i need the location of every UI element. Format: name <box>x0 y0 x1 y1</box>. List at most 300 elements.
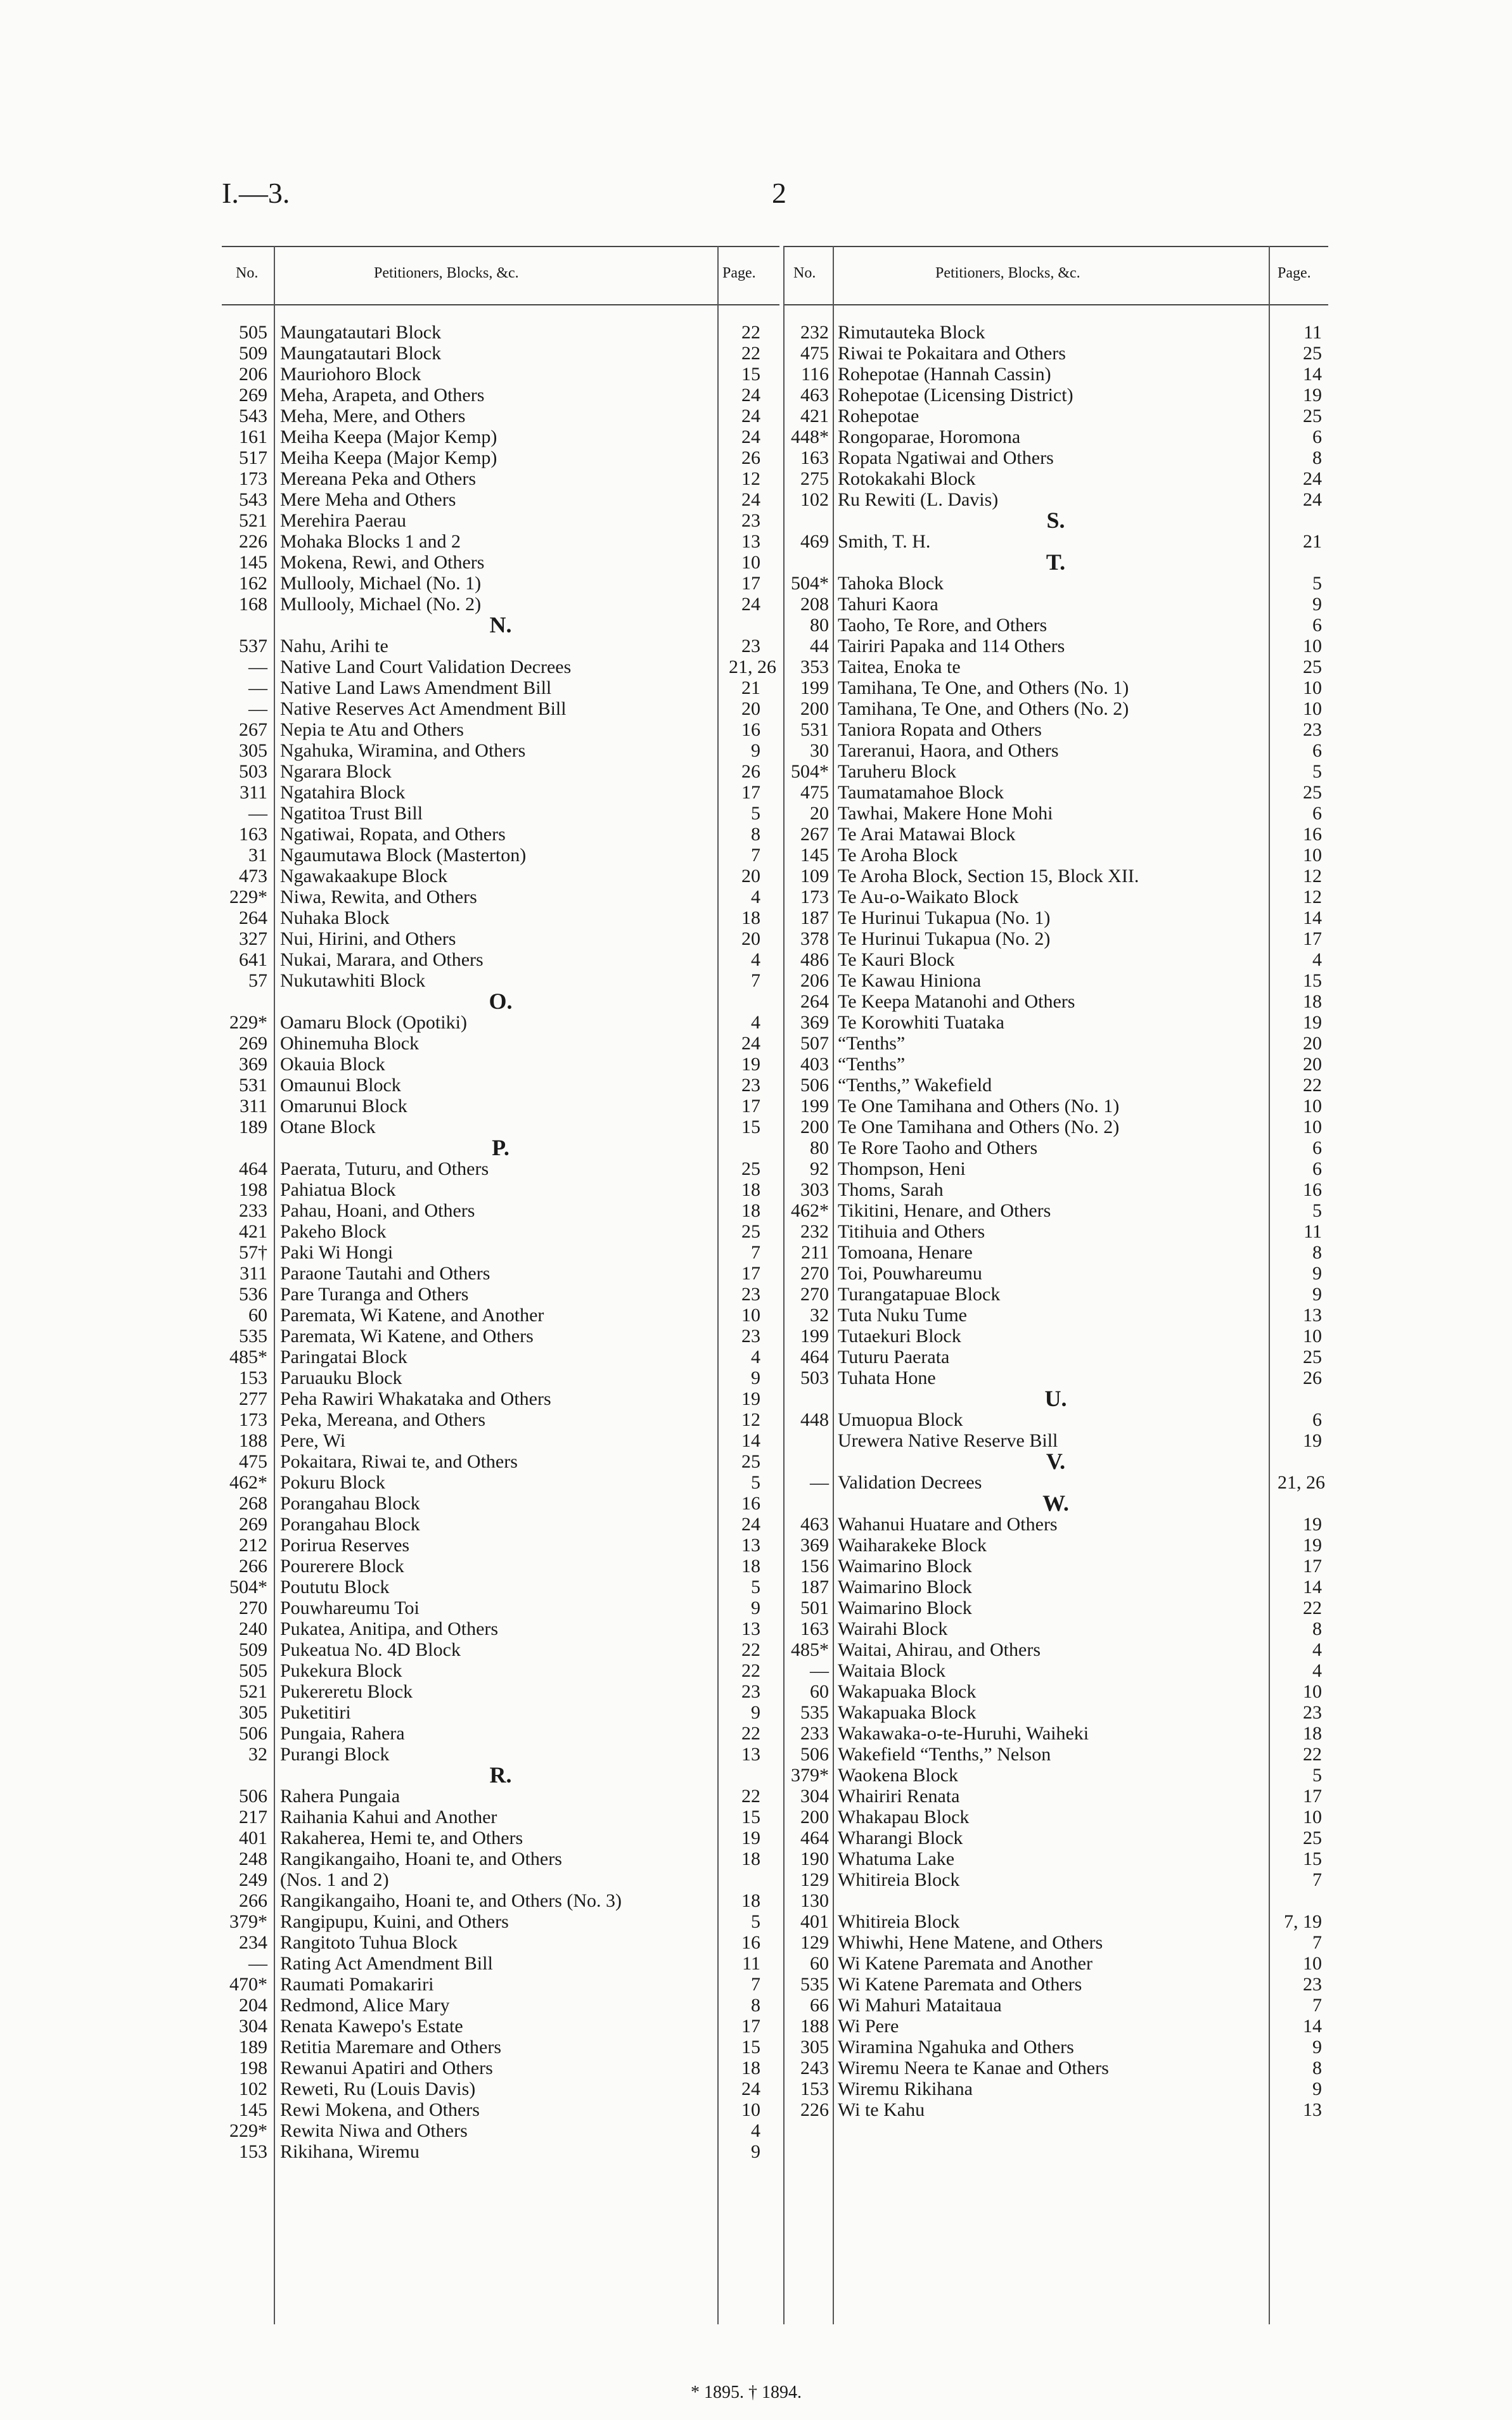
entry-title: Ngawakaakupe Block <box>280 866 448 887</box>
entry-number: 275 <box>800 468 829 489</box>
entry-number: 189 <box>239 1117 267 1137</box>
index-entry <box>222 1472 779 1493</box>
entry-number: 66 <box>810 1995 829 2016</box>
column-title-label: Petitioners, Blocks, &c. <box>935 265 1080 281</box>
entry-page: 26 <box>741 761 760 782</box>
index-entry <box>222 740 779 761</box>
entry-title: Ropata Ngatiwai and Others <box>838 447 1054 468</box>
entry-title: Te Keepa Matanohi and Others <box>838 991 1075 1012</box>
index-entry <box>222 1869 779 1890</box>
entry-page: 23 <box>741 636 760 656</box>
entry-page: 23 <box>741 1681 760 1702</box>
section-letter: O. <box>489 989 513 1014</box>
entry-number: 20 <box>810 803 829 824</box>
index-entry <box>783 1096 1328 1117</box>
index-entry <box>222 803 779 824</box>
entry-number: 173 <box>239 1409 267 1430</box>
index-entry <box>222 824 779 845</box>
entry-number: 369 <box>239 1054 267 1075</box>
entry-page: 15 <box>1303 1848 1322 1869</box>
entry-title: Thoms, Sarah <box>838 1179 944 1200</box>
entry-title: Waimarino Block <box>838 1577 972 1597</box>
entry-title: Te One Tamihana and Others (No. 2) <box>838 1117 1120 1137</box>
entry-title: Mokena, Rewi, and Others <box>280 552 485 573</box>
entry-title: Whakapau Block <box>838 1807 970 1828</box>
entry-title: Ngatiwai, Ropata, and Others <box>280 824 506 845</box>
column-title-label: Petitioners, Blocks, &c. <box>374 265 519 281</box>
entry-page: 4 <box>751 1012 760 1033</box>
entry-page: 20 <box>741 698 760 719</box>
entry-page: 16 <box>741 1932 760 1953</box>
index-entry <box>783 1033 1328 1054</box>
index-entry <box>783 845 1328 866</box>
entry-number: 212 <box>239 1535 267 1556</box>
entry-title: Nepia te Atu and Others <box>280 719 464 740</box>
entry-number: 267 <box>239 719 267 740</box>
entry-title: Ngarara Block <box>280 761 392 782</box>
entry-page: 19 <box>1303 385 1322 406</box>
entry-page: 9 <box>751 740 760 761</box>
entry-title: Rohepotae <box>838 406 919 426</box>
entry-number: 60 <box>248 1305 267 1326</box>
entry-title: Okauia Block <box>280 1054 385 1075</box>
entry-title: Tomoana, Henare <box>838 1242 973 1263</box>
section-letter: S. <box>1046 508 1065 533</box>
index-entry <box>783 782 1328 803</box>
index-entry <box>783 1158 1328 1179</box>
entry-title: Tuturu Paerata <box>838 1347 950 1367</box>
entry-title: Nui, Hirini, and Others <box>280 928 456 949</box>
entry-page: 13 <box>1303 2099 1322 2120</box>
entry-number: 421 <box>800 406 829 426</box>
index-entry <box>783 1075 1328 1096</box>
entry-number: 153 <box>239 1367 267 1388</box>
entry-number: 311 <box>240 782 267 803</box>
column-page-label: Page. <box>1278 265 1311 281</box>
entry-number: 206 <box>239 364 267 385</box>
entry-title: Ngatahira Block <box>280 782 406 803</box>
entry-page: 25 <box>1303 1347 1322 1367</box>
entry-number: 57 <box>248 970 267 991</box>
entry-title: Rating Act Amendment Bill <box>280 1953 493 1974</box>
index-entry <box>222 1096 779 1117</box>
entry-number: 475 <box>800 782 829 803</box>
index-entry <box>222 1367 779 1388</box>
entry-title: “Tenths” <box>838 1033 906 1054</box>
entry-page: 20 <box>1303 1054 1322 1075</box>
entry-title: Maungatautari Block <box>280 343 442 364</box>
entry-number: 448 <box>800 1409 829 1430</box>
index-entry <box>783 1953 1328 1974</box>
entry-number: 80 <box>810 615 829 636</box>
entry-title: Pukeatua No. 4D Block <box>280 1639 461 1660</box>
entry-page: 10 <box>1303 1117 1322 1137</box>
index-entry <box>783 677 1328 698</box>
section-letter: R. <box>489 1762 512 1788</box>
entry-page: 9 <box>751 1702 760 1723</box>
entry-number: — <box>248 698 267 719</box>
entry-number: 211 <box>801 1242 829 1263</box>
entry-page: 25 <box>1303 656 1322 677</box>
entry-number: 269 <box>239 1514 267 1535</box>
entry-page: 8 <box>1312 447 1322 468</box>
entry-number: 206 <box>800 970 829 991</box>
entry-number: 543 <box>239 406 267 426</box>
entry-number: 464 <box>239 1158 267 1179</box>
entry-page: 14 <box>1303 1577 1322 1597</box>
index-entry <box>783 636 1328 656</box>
entry-page: 19 <box>1303 1012 1322 1033</box>
index-entry <box>783 2099 1328 2120</box>
entry-page: 7 <box>751 1242 760 1263</box>
entry-number: 248 <box>239 1848 267 1869</box>
entry-number: 506 <box>800 1075 829 1096</box>
entry-page: 19 <box>741 1388 760 1409</box>
entry-page: 19 <box>741 1054 760 1075</box>
entry-page: 8 <box>1312 2058 1322 2078</box>
section-letter: W. <box>1042 1490 1069 1516</box>
entry-page: 16 <box>741 719 760 740</box>
index-entry <box>222 1305 779 1326</box>
entry-title: Te Aroha Block, Section 15, Block XII. <box>838 866 1139 887</box>
entry-number: 462* <box>229 1472 267 1493</box>
entry-title: Thompson, Heni <box>838 1158 966 1179</box>
entry-title: Omarunui Block <box>280 1096 407 1117</box>
entry-title: Rangitoto Tuhua Block <box>280 1932 458 1953</box>
entry-title: Whitireia Block <box>838 1911 960 1932</box>
entry-title: Tahoka Block <box>838 573 944 594</box>
entry-page: 9 <box>1312 594 1322 615</box>
entry-number: 486 <box>800 949 829 970</box>
entry-page: 7 <box>1312 1932 1322 1953</box>
entry-number: 163 <box>800 1618 829 1639</box>
entry-number: 31 <box>248 845 267 866</box>
entry-number: 269 <box>239 385 267 406</box>
entry-number: 226 <box>239 531 267 552</box>
entry-page: 6 <box>1312 615 1322 636</box>
entry-number: 116 <box>801 364 829 385</box>
entry-title: Maungatautari Block <box>280 322 442 343</box>
entry-number: 369 <box>800 1535 829 1556</box>
entry-title: “Tenths,” Wakefield <box>838 1075 992 1096</box>
entry-title: Waitai, Ahirau, and Others <box>838 1639 1041 1660</box>
entry-title: Rewita Niwa and Others <box>280 2120 468 2141</box>
entry-title: Tuhata Hone <box>838 1367 936 1388</box>
entry-title: Tutaekuri Block <box>838 1326 961 1347</box>
entry-number: 57† <box>239 1242 267 1263</box>
entry-number: 200 <box>800 1117 829 1137</box>
entry-number: 168 <box>239 594 267 615</box>
entry-title: Rangikangaiho, Hoani te, and Others <box>280 1848 562 1869</box>
entry-page: 4 <box>751 887 760 907</box>
index-entry <box>783 2058 1328 2078</box>
entry-number: 199 <box>800 1326 829 1347</box>
index-entry <box>222 2016 779 2037</box>
index-entry <box>222 1493 779 1514</box>
entry-number: 102 <box>800 489 829 510</box>
entry-number: 305 <box>239 1702 267 1723</box>
index-entry <box>222 1681 779 1702</box>
entry-page: 25 <box>1303 782 1322 803</box>
entry-title: Riwai te Pokaitara and Others <box>838 343 1066 364</box>
index-entry <box>783 1347 1328 1367</box>
entry-title: Redmond, Alice Mary <box>280 1995 450 2016</box>
entry-page: 7, 19 <box>1284 1911 1322 1932</box>
index-entry <box>783 322 1328 343</box>
entry-number: 421 <box>239 1221 267 1242</box>
entry-page: 11 <box>1304 1221 1322 1242</box>
entry-title: Titihuia and Others <box>838 1221 985 1242</box>
entry-page: 10 <box>1303 698 1322 719</box>
entry-number: 199 <box>800 1096 829 1117</box>
entry-number: 234 <box>239 1932 267 1953</box>
column-no-label: No. <box>236 265 259 281</box>
entry-title: Poututu Block <box>280 1577 390 1597</box>
entry-number: 173 <box>800 887 829 907</box>
index-entry <box>222 2099 779 2120</box>
index-entry <box>783 2016 1328 2037</box>
entry-page: 15 <box>741 364 760 385</box>
entry-title: Peka, Mereana, and Others <box>280 1409 486 1430</box>
entry-number: 189 <box>239 2037 267 2058</box>
entry-number: 536 <box>239 1284 267 1305</box>
entry-page: 4 <box>1312 949 1322 970</box>
entry-page: 22 <box>741 322 760 343</box>
entry-page: 18 <box>741 1848 760 1869</box>
entry-title: Niwa, Rewita, and Others <box>280 887 477 907</box>
index-entry <box>783 468 1328 489</box>
entry-page: 14 <box>1303 364 1322 385</box>
entry-title: Rakaherea, Hemi te, and Others <box>280 1828 523 1848</box>
index-entry <box>222 907 779 928</box>
entry-page: 18 <box>741 1179 760 1200</box>
index-entry <box>222 866 779 887</box>
entry-page: 16 <box>1303 824 1322 845</box>
entry-page: 14 <box>741 1430 760 1451</box>
index-entry <box>783 1263 1328 1284</box>
entry-number: — <box>248 1953 267 1974</box>
index-entry <box>783 1200 1328 1221</box>
entry-title: Taoho, Te Rore, and Others <box>838 615 1048 636</box>
entry-page: 4 <box>751 2120 760 2141</box>
entry-page: 8 <box>1312 1242 1322 1263</box>
entry-page: 5 <box>751 803 760 824</box>
entry-number: 507 <box>800 1033 829 1054</box>
entry-title: Tairiri Papaka and 114 Others <box>838 636 1065 656</box>
entry-title: Rohepotae (Licensing District) <box>838 385 1073 406</box>
entry-page: 18 <box>741 1200 760 1221</box>
entry-page: 7 <box>751 970 760 991</box>
entry-number: 102 <box>239 2078 267 2099</box>
entry-number: 266 <box>239 1890 267 1911</box>
index-entry <box>783 949 1328 970</box>
entry-page: 6 <box>1312 803 1322 824</box>
entry-page: 4 <box>751 949 760 970</box>
index-entry <box>783 385 1328 406</box>
entry-page: 10 <box>1303 845 1322 866</box>
entry-number: 504* <box>791 573 829 594</box>
entry-page: 11 <box>742 1953 760 1974</box>
entry-page: 20 <box>741 866 760 887</box>
entry-page: 18 <box>741 907 760 928</box>
index-entry <box>783 1326 1328 1347</box>
index-entry <box>222 426 779 447</box>
index-entry <box>222 1890 779 1911</box>
section-letter: U. <box>1044 1386 1067 1411</box>
index-entry <box>222 698 779 719</box>
entry-page: 8 <box>751 1995 760 2016</box>
entry-title: Whairiri Renata <box>838 1786 960 1807</box>
index-entry <box>222 656 779 677</box>
index-entry <box>222 636 779 656</box>
entry-page: 17 <box>741 2016 760 2037</box>
index-entry <box>783 1974 1328 1995</box>
entry-page: 10 <box>1303 636 1322 656</box>
entry-page: 15 <box>741 1117 760 1137</box>
entry-number: 473 <box>239 866 267 887</box>
entry-title: Ngatitoa Trust Bill <box>280 803 423 824</box>
index-entry <box>222 2078 779 2099</box>
index-entry <box>222 949 779 970</box>
entry-number: 264 <box>800 991 829 1012</box>
index-entry <box>783 1744 1328 1765</box>
entry-title: Wiramina Ngahuka and Others <box>838 2037 1074 2058</box>
entry-title: Wakapuaka Block <box>838 1681 977 1702</box>
entry-number: 503 <box>800 1367 829 1388</box>
entry-number: 270 <box>800 1284 829 1305</box>
entry-title: “Tenths” <box>838 1054 906 1075</box>
entry-number: 448* <box>791 426 829 447</box>
entry-page: 24 <box>741 1514 760 1535</box>
entry-number: — <box>248 656 267 677</box>
index-entry <box>783 1807 1328 1828</box>
entry-number: 463 <box>800 385 829 406</box>
index-entry <box>783 1786 1328 1807</box>
entry-number: 80 <box>810 1137 829 1158</box>
index-entry <box>783 824 1328 845</box>
index-entry <box>783 740 1328 761</box>
index-entry <box>783 1577 1328 1597</box>
entry-page: 26 <box>741 447 760 468</box>
entry-title: Rikihana, Wiremu <box>280 2141 420 2162</box>
entry-page: 23 <box>741 1326 760 1347</box>
entry-title: Waimarino Block <box>838 1597 972 1618</box>
index-entry <box>783 1535 1328 1556</box>
entry-number: 401 <box>239 1828 267 1848</box>
index-entry <box>222 1326 779 1347</box>
entry-number: 229* <box>229 887 267 907</box>
index-entry <box>783 343 1328 364</box>
entry-number: 379* <box>229 1911 267 1932</box>
entry-number: 463 <box>800 1514 829 1535</box>
index-entry <box>783 1702 1328 1723</box>
entry-number: 217 <box>239 1807 267 1828</box>
entry-title: Ru Rewiti (L. Davis) <box>838 489 999 510</box>
entry-title: Wairahi Block <box>838 1618 948 1639</box>
index-entry <box>783 970 1328 991</box>
entry-title: Urewera Native Reserve Bill <box>838 1430 1058 1451</box>
entry-page: 14 <box>1303 2016 1322 2037</box>
index-entry <box>222 1451 779 1472</box>
entry-number: 163 <box>239 824 267 845</box>
entry-title: Wi Mahuri Mataitaua <box>838 1995 1002 2016</box>
entry-title: Porirua Reserves <box>280 1535 410 1556</box>
index-entry <box>783 907 1328 928</box>
entry-title: Wiremu Neera te Kanae and Others <box>838 2058 1109 2078</box>
index-entry <box>222 1054 779 1075</box>
entry-title: Paerata, Tuturu, and Others <box>280 1158 489 1179</box>
entry-page: 13 <box>741 531 760 552</box>
entry-number: 311 <box>240 1096 267 1117</box>
entry-number: 464 <box>800 1347 829 1367</box>
entry-title: Raumati Pomakariri <box>280 1974 434 1995</box>
entry-number: 517 <box>239 447 267 468</box>
entry-title: Rongoparae, Horomona <box>838 426 1021 447</box>
entry-title: Renata Kawepo's Estate <box>280 2016 463 2037</box>
entry-number: 403 <box>800 1054 829 1075</box>
entry-page: 7 <box>1312 1995 1322 2016</box>
entry-number: — <box>810 1660 829 1681</box>
entry-number: 327 <box>239 928 267 949</box>
entry-page: 17 <box>741 782 760 803</box>
entry-number: 153 <box>800 2078 829 2099</box>
entry-number: 503 <box>239 761 267 782</box>
entry-page: 18 <box>1303 991 1322 1012</box>
entry-page: 22 <box>741 1660 760 1681</box>
index-list-left <box>222 305 779 2162</box>
index-entry <box>783 1765 1328 1786</box>
entry-number: 163 <box>800 447 829 468</box>
index-entry <box>783 1660 1328 1681</box>
index-entry <box>222 1284 779 1305</box>
entry-page: 6 <box>1312 1137 1322 1158</box>
entry-number: 485* <box>791 1639 829 1660</box>
entry-page: 19 <box>1303 1514 1322 1535</box>
document-reference: I.—3. <box>222 177 290 209</box>
entry-page: 24 <box>741 385 760 406</box>
entry-page: 9 <box>751 1597 760 1618</box>
entry-title: Rewi Mokena, and Others <box>280 2099 480 2120</box>
entry-number: 187 <box>800 1577 829 1597</box>
entry-number: 353 <box>800 656 829 677</box>
entry-page: 15 <box>741 2037 760 2058</box>
index-entry <box>783 698 1328 719</box>
entry-title: Wakefield “Tenths,” Nelson <box>838 1744 1051 1765</box>
entry-page: 23 <box>741 1284 760 1305</box>
entry-title: Pouwhareumu Toi <box>280 1597 420 1618</box>
entry-number: 32 <box>248 1744 267 1765</box>
entry-number: 208 <box>800 594 829 615</box>
entry-page: 10 <box>1303 1807 1322 1828</box>
entry-number: 509 <box>239 1639 267 1660</box>
entry-title: Pokuru Block <box>280 1472 385 1493</box>
index-entry <box>783 1681 1328 1702</box>
index-entry <box>783 866 1328 887</box>
entry-title: Rangikangaiho, Hoani te, and Others (No. 3) <box>280 1890 622 1911</box>
index-entry <box>783 594 1328 615</box>
entry-title: Turangatapuae Block <box>838 1284 1001 1305</box>
index-list-right <box>783 305 1328 2120</box>
entry-number: 268 <box>239 1493 267 1514</box>
index-entry <box>783 1514 1328 1535</box>
index-entry <box>783 426 1328 447</box>
entry-title: Smith, T. H. <box>838 531 931 552</box>
entry-title: Mullooly, Michael (No. 2) <box>280 594 482 615</box>
entry-title: Merehira Paerau <box>280 510 407 531</box>
entry-number: 475 <box>239 1451 267 1472</box>
entry-number: 129 <box>800 1869 829 1890</box>
entry-number: 233 <box>800 1723 829 1744</box>
